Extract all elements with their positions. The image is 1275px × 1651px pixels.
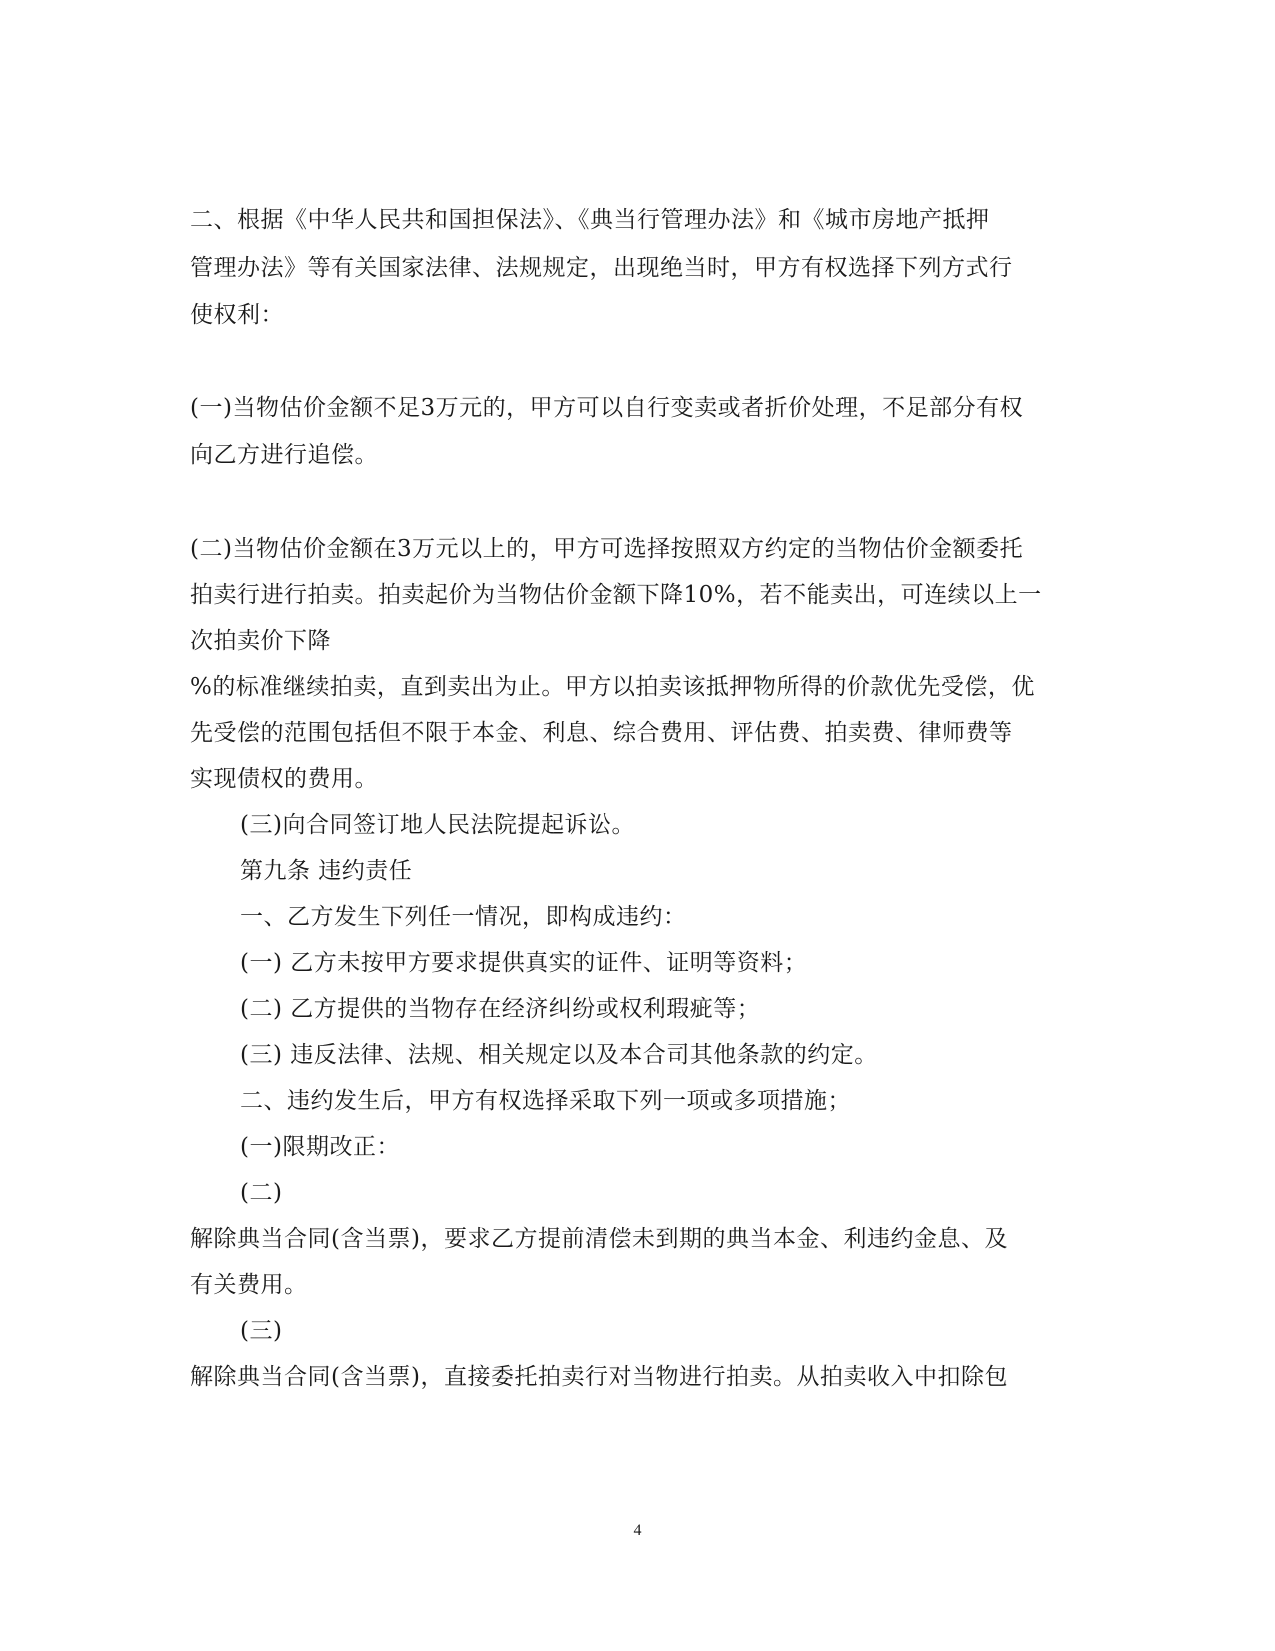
text-line: 二、根据《中华人民共和国担保法》、《典当行管理办法》和《城市房地产抵押 — [190, 207, 990, 233]
text-line: 一、乙方发生下列任一情况，即构成违约： — [240, 904, 687, 930]
text-line: 先受偿的范围包括但不限于本金、利息、综合费用、评估费、拍卖费、律师费等 — [190, 720, 1013, 746]
text-line: 解除典当合同(含当票)，要求乙方提前清偿未到期的典当本金、利违约金息、及 — [190, 1226, 1008, 1252]
text-line: %的标准继续拍卖，直到卖出为止。甲方以拍卖该抵押物所得的价款优先受偿，优 — [190, 674, 1035, 700]
text-line: (一)限期改正： — [240, 1134, 400, 1160]
text-line: 向乙方进行追偿。 — [190, 442, 378, 468]
text-line: (二) 乙方提供的当物存在经济纠纷或权利瑕疵等； — [240, 996, 761, 1022]
text-line: (一) 乙方未按甲方要求提供真实的证件、证明等资料； — [240, 950, 808, 976]
text-line: 解除典当合同(含当票)，直接委托拍卖行对当物进行拍卖。从拍卖收入中扣除包 — [190, 1364, 1008, 1390]
section-heading: 第九条 违约责任 — [240, 858, 413, 884]
text-line: (三) — [240, 1318, 283, 1344]
text-line: (三) 违反法律、法规、相关规定以及本合司其他条款的约定。 — [240, 1042, 878, 1068]
text-line: (二)当物估价金额在3万元以上的，甲方可选择按照双方约定的当物估价金额委托 — [190, 536, 1024, 562]
text-line: 实现债权的费用。 — [190, 766, 378, 792]
text-line: (一)当物估价金额不足3万元的，甲方可以自行变卖或者折价处理，不足部分有权 — [190, 395, 1024, 421]
text-line: 有关费用。 — [190, 1272, 308, 1298]
text-line: (二) — [240, 1180, 283, 1206]
text-line: 管理办法》等有关国家法律、法规规定，出现绝当时，甲方有权选择下列方式行 — [190, 255, 1013, 281]
text-line: 次拍卖价下降 — [190, 628, 331, 654]
text-line: 二、违约发生后，甲方有权选择采取下列一项或多项措施； — [240, 1088, 851, 1114]
text-line: 拍卖行进行拍卖。拍卖起价为当物估价金额下降10%，若不能卖出，可连续以上一 — [190, 582, 1042, 608]
text-line: 使权利： — [190, 302, 284, 328]
page-number: 4 — [633, 1522, 642, 1539]
text-line: (三)向合同签订地人民法院提起诉讼。 — [240, 812, 635, 838]
